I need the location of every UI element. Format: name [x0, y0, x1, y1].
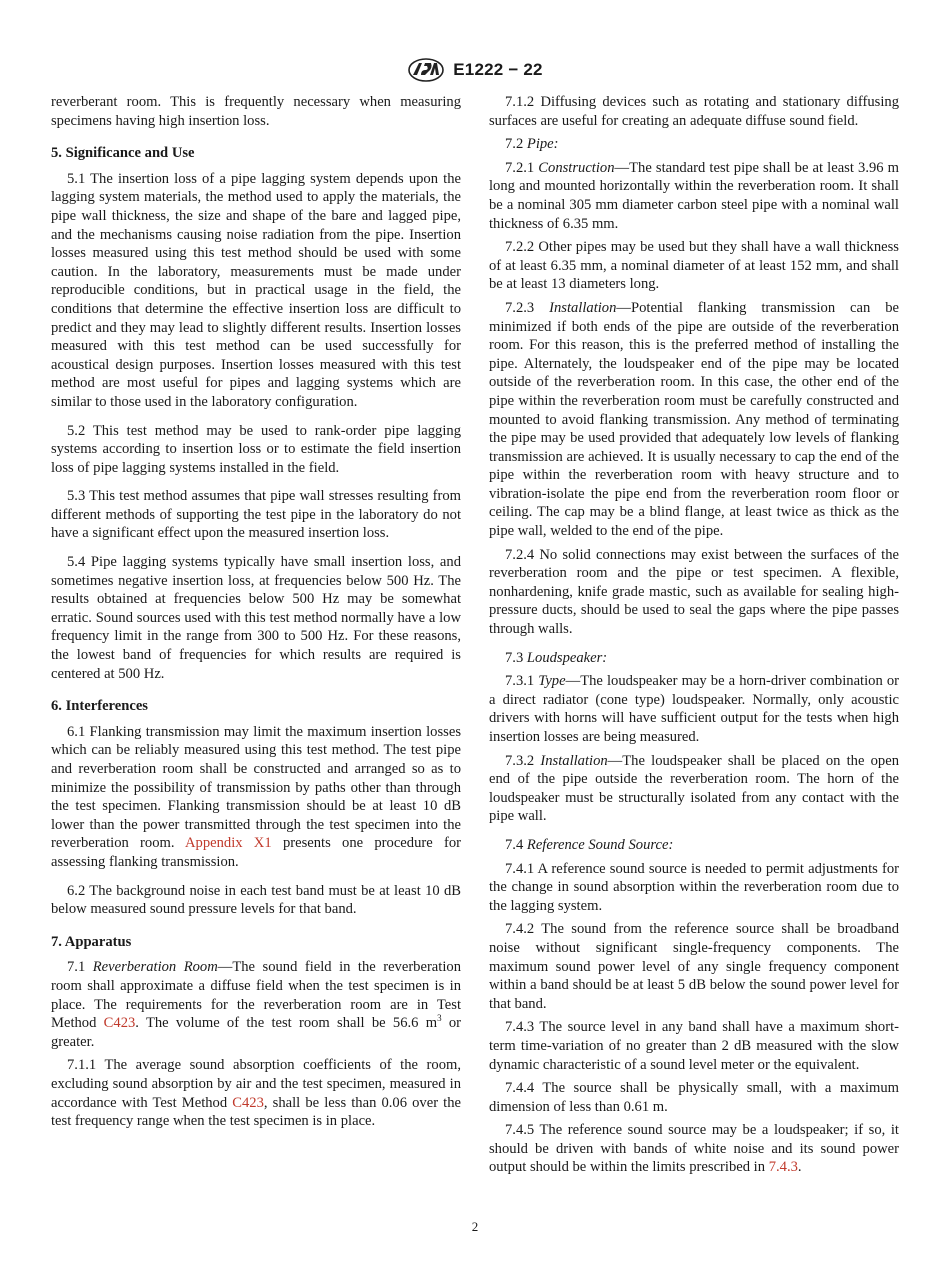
paragraph-7-2: 7.2 Pipe:	[505, 136, 559, 153]
paragraph-7-1-1: 7.1.1 The average sound absorption coefficients of the room, excluding sound absorption by air and the test specimen, measured in accordance with Test Method C423, shall be less than 0.06 over the test frequency range when the test specimen is in place.	[51, 1057, 462, 1130]
section-7-4-3-link[interactable]: 7.4.3	[768, 1159, 798, 1176]
paragraph-5-4: 5.4 Pipe lagging systems typically have small insertion loss, and sometimes negative insertion loss, at frequencies below 500 Hz. The results obtained at frequencies below 500 Hz may be somewhat erratic. Sound sources used with this test method normally have a low frequency limit in the range from 300 to 500 Hz. For these reasons, the lowest band of frequencies for which results are required is centered at 500 Hz.	[51, 554, 461, 682]
paragraph-7-2-4: 7.2.4 No solid connections may exist between the surfaces of the reverberation room and the pipe or test specimen. A flexible, nonhardening, knife grade mastic, such as available for sealing high-pressure ducts, should be used to seal the gaps where the pipe passes through walls.	[489, 546, 899, 638]
paragraph-5-1: 5.1 The insertion loss of a pipe lagging system depends upon the lagging system materials, the method used to apply the materials, the pipe wall thickness, the size and shape of the bare and lagged pipe, and the mechanisms causing noise radiation from the pipe. Insertion losses measured using this test method should be used with some caution. In the laboratory, measurements must be made under reproducible conditions, but in practical usage in the field, the conditions that determine the effective insertion loss are difficult to predict and they may lead to slightly different results. Insertion losses measured with this test method can be used successfully for acoustical design purposes. Insertion losses measured with this test method are most useful for pipes and lagging systems which are similar to those used in the laboratory configuration.	[51, 170, 461, 410]
paragraph-6-1: 6.1 Flanking transmission may limit the maximum insertion losses which can be reliably measured using this test method. The test pipe and reverberation room shall be constructed and arranged so as to minimize the possibility of transmission by paths other than through the test specimen. Flanking transmission should be at least 10 dB lower than the power transmitted through the test specimen into the reverberation room. Appendix X1 presents one procedure for assessing flanking transmission.	[51, 723, 461, 870]
section-7-heading: 7. Apparatus	[51, 933, 132, 950]
paragraph-7-4-4: 7.4.4 The source shall be physically small, with a maximum dimension of less than 0.61 m.	[489, 1080, 899, 1115]
astm-logo-icon	[407, 58, 445, 82]
section-6-heading: 6. Interferences	[51, 698, 148, 715]
c423-link-2[interactable]: C423	[232, 1094, 264, 1111]
paragraph-7-4-5: 7.4.5 The reference sound source may be a loudspeaker; if so, it should be driven with bands of white noise and its sound power output should be within the limits prescribed in 7.4.3.	[489, 1122, 899, 1176]
appendix-x1-link[interactable]: Appendix X1	[184, 835, 272, 852]
left-column	[51, 93, 461, 1136]
paragraph-6-2: 6.2 The background noise in each test band must be at least 10 dB below measured sound pressure levels for that band.	[51, 882, 461, 918]
paragraph-continuation: reverberant room. This is frequently necessary when measuring specimens having high insertion loss.	[51, 94, 461, 129]
paragraph-5-2: 5.2 This test method may be used to rank-order pipe lagging systems according to insertion loss or to estimate the field insertion loss of pipe lagging systems installed in the field.	[51, 422, 461, 476]
paragraph-7-4-1: 7.4.1 A reference sound source is needed to permit adjustments for the change in sound absorption within the reverberation room due to the lagging system.	[489, 860, 899, 914]
document-id: E1222 − 22	[453, 60, 543, 79]
paragraph-7-4-3: 7.4.3 The source level in any band shall have a maximum short-term time-variation of no greater than 2 dB measured with the slow dynamic characteristic of a sound level meter or the equivalent.	[489, 1019, 899, 1073]
paragraph-7-3-2: 7.3.2 Installation—The loudspeaker shall be placed on the open end of the pipe outside the reverberation room. The horn of the loudspeaker must be structurally isolated from any contact with the pipe wall.	[489, 752, 899, 825]
c423-link[interactable]: C423	[103, 1015, 136, 1032]
paragraph-7-2-2: 7.2.2 Other pipes may be used but they shall have a wall thickness of at least 6.35 mm, a nominal diameter of at least 152 mm, and shall be at least 13 diameters long.	[489, 239, 899, 293]
paragraph-7-1: 7.1 Reverberation Room—The sound field in the reverberation room shall approximate a diffuse field when the test specimen is in place. The requirements for the reverberation room are in Test Method C423. The volume of the test room shall be 56.6 $m^3$ or greater.	[51, 959, 461, 1050]
paragraph-7-2-3: 7.2.3 Installation—Potential flanking transmission can be minimized if both ends of the pipe are outside of the reverberation room. For this reason, this is the preferred method of installing the pipe. Alternately, the loudspeaker end of the pipe may be located outside of the reverberation room. In this case, the other end of the pipe within the reverberation room must be carefully constructed and mounted to avoid flanking transmission. Any method of terminating the pipe may be used provided that adequately low levels of flanking transmission are achieved. It is usually necessary to cap the end of the pipe within the reverberation room with heavy structure and to vibration-isolate the pipe end from the reverberation room floor or ceiling. The cap may be a blind flange, at least twice as thick as the pipe wall, welded to the end of the pipe.	[489, 299, 899, 540]
page-header	[0, 57, 950, 83]
paragraph-7-4-2: 7.4.2 The sound from the reference source shall be broadband noise without significant single-frequency components. The maximum sound power level of any single frequency component within a band should be at least 5 dB below the sound power level for that band.	[489, 921, 899, 1012]
paragraph-7-3: 7.3 Loudspeaker:	[505, 649, 608, 666]
paragraph-5-3: 5.3 This test method assumes that pipe wall stresses resulting from different methods of supporting the test pipe in the laboratory do not have a significant effect upon the measured insertion loss.	[51, 488, 461, 542]
paragraph-7-2-1: 7.2.1 Construction—The standard test pipe shall be at least 3.96 m long and mounted horizontally within the reverberation room. It shall be a nominal 305 mm diameter carbon steel pipe with a nominal wall thickness of 6.35 mm.	[489, 159, 900, 232]
right-column	[489, 93, 899, 1182]
page-number: 2	[471, 1219, 479, 1234]
paragraph-7-3-1: 7.3.1 Type—The loudspeaker may be a horn-driver combination or a direct radiator (cone type) loudspeaker. Normally, only acoustic drivers with horns will have sufficient output for the tests when high insertion losses are being measured.	[489, 673, 900, 745]
section-5-heading: 5. Significance and Use	[51, 145, 195, 162]
paragraph-7-4: 7.4 Reference Sound Source:	[505, 836, 674, 853]
paragraph-7-1-2: 7.1.2 Diffusing devices such as rotating and stationary diffusing surfaces are useful for creating an adequate diffuse sound field.	[489, 94, 899, 129]
